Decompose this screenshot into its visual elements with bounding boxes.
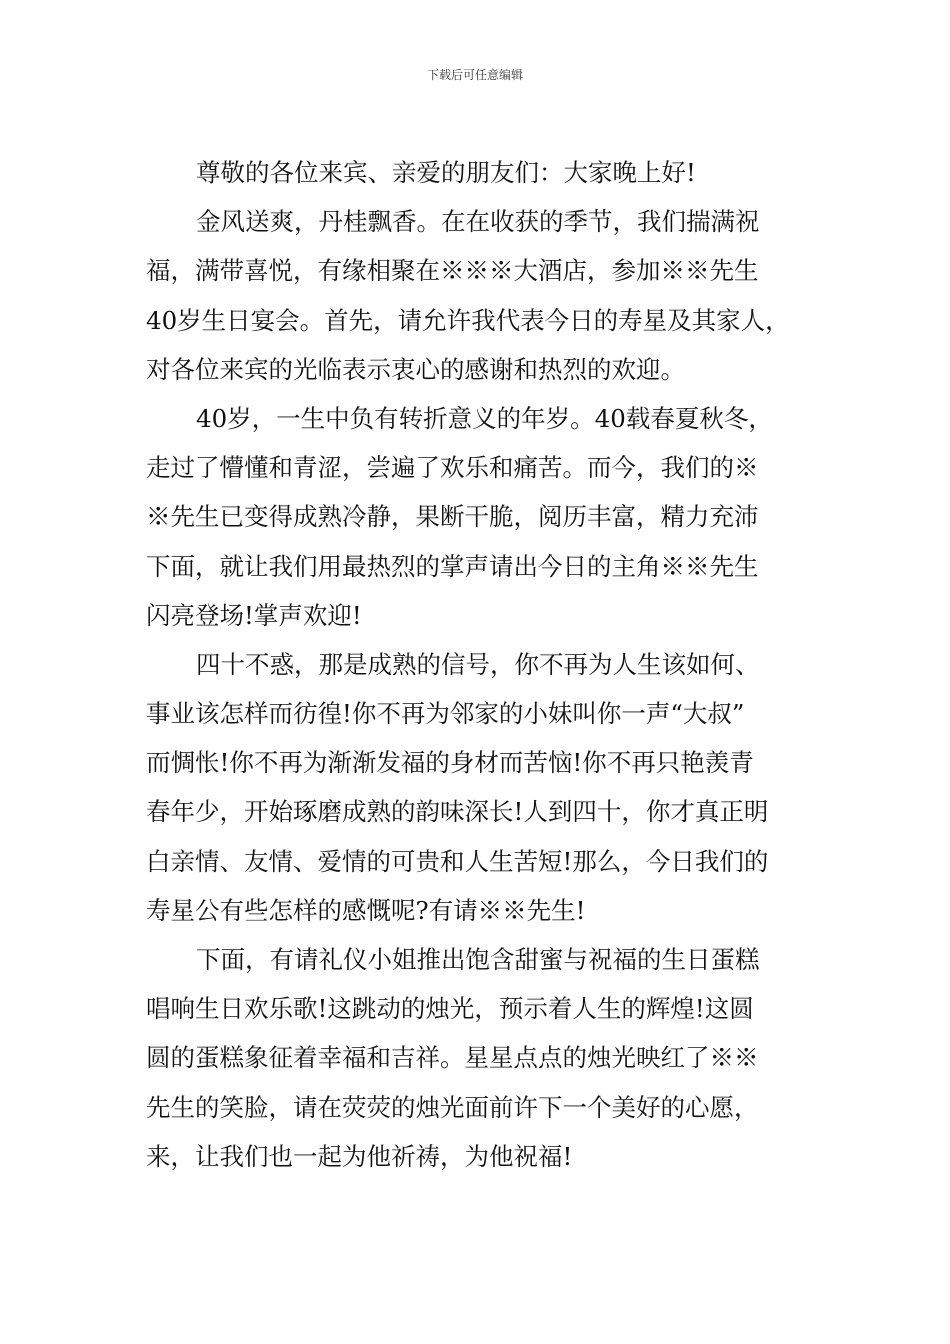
text-line: 对各位来宾的光临表示衷心的感谢和热烈的欢迎。 [146,354,685,384]
page-header: 下载后可任意编辑 [426,68,523,82]
text-line: 金风送爽，丹桂飘香。在在收获的季节，我们揣满祝 [196,207,760,237]
text-line: 春年少，开始琢磨成熟的韵味深长!人到四十，你才真正明 [146,797,769,827]
text-line: 40岁，一生中负有转折意义的年岁。40载春夏秋冬， [196,403,773,433]
text-line: 下面，有请礼仪小姐推出饱含甜蜜与祝福的生日蛋糕 [196,945,760,974]
text-line: 寿星公有些怎样的感慨呢?有请※※先生! [146,895,586,925]
text-line: 尊敬的各位来宾、亲爱的朋友们：大家晚上好! [196,158,696,187]
text-line: 先生的笑脸，请在荧荧的烛光面前许下一个美好的心愿， [146,1092,759,1122]
text-line: 白亲情、友情、爱情的可贵和人生苦短!那么，今日我们的 [146,846,769,876]
text-line: 事业该怎样而彷徨!你不再为邻家的小妹叫你一声“大叔” [146,699,745,729]
text-line: 而惆怅!你不再为渐渐发福的身材而苦恼!你不再只艳羡青 [146,748,754,778]
text-line: 唱响生日欢乐歌!这跳动的烛光，预示着人生的辉煌!这圆 [146,994,754,1024]
text-line: 四十不惑，那是成熟的信号，你不再为人生该如何、 [196,649,760,679]
text-line: 走过了懵懂和青涩，尝遍了欢乐和痛苦。而今，我们的※ [146,453,759,483]
text-line: 圆的蛋糕象征着幸福和吉祥。星星点点的烛光映红了※※ [146,1043,759,1073]
body-text [146,148,826,1181]
text-line: 下面，就让我们用最热烈的掌声请出今日的主角※※先生 [146,551,759,581]
text-line: 来，让我们也一起为他祈祷，为他祝福! [146,1141,573,1171]
text-line: ※先生已变得成熟冷静，果断干脆，阅历丰富，精力充沛 [146,502,759,532]
text-line: 福，满带喜悦，有缘相聚在※※※大酒店，参加※※先生 [146,256,759,286]
text-line: 闪亮登场!掌声欢迎! [146,600,362,630]
text-line: 40岁生日宴会。首先，请允许我代表今日的寿星及其家人， [146,305,790,335]
